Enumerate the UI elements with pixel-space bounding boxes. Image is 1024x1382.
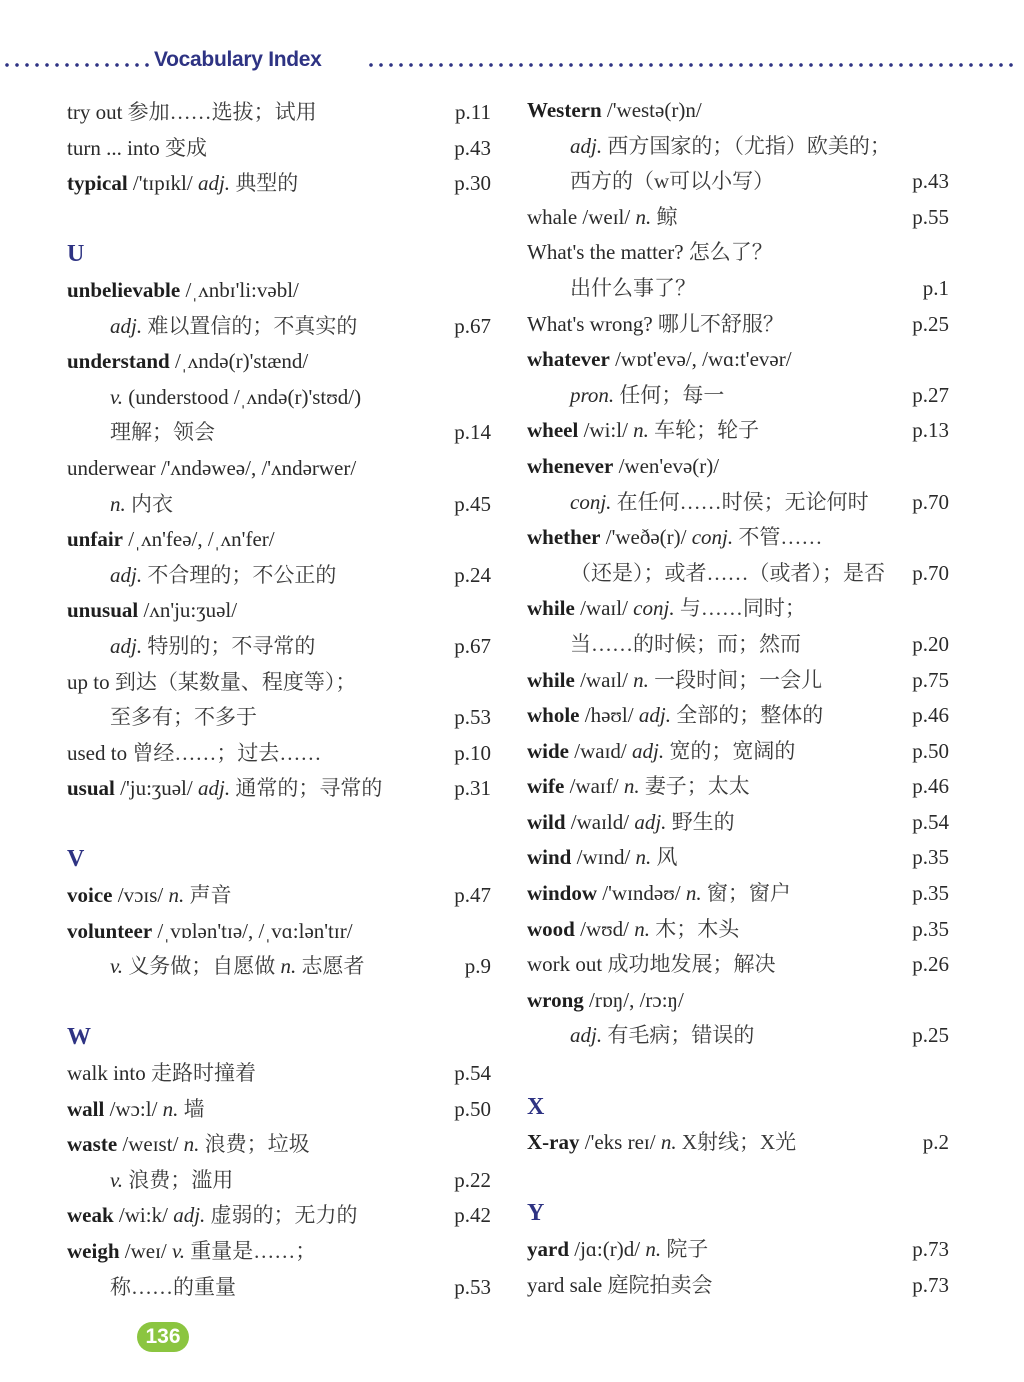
headword: wrong xyxy=(527,987,584,1012)
vocab-entry-line xyxy=(67,951,491,987)
page-header xyxy=(0,48,1024,78)
page-reference: p.70 xyxy=(912,560,949,585)
part-of-speech: n. xyxy=(280,954,297,979)
chinese-gloss: 典型的 xyxy=(230,171,299,196)
headword: voice xyxy=(67,883,113,908)
part-of-speech: n. xyxy=(162,1096,179,1121)
entry-text: /wɔ:l/ xyxy=(104,1096,163,1121)
vocab-entry-line xyxy=(67,275,491,311)
part-of-speech: n. xyxy=(633,667,649,692)
chinese-gloss: 不管…… xyxy=(733,525,823,550)
page-reference: p.13 xyxy=(912,418,949,443)
chinese-gloss: 院子 xyxy=(661,1237,709,1261)
part-of-speech: conj. xyxy=(570,489,612,514)
part-of-speech: n. xyxy=(623,774,640,799)
vocab-entry-line xyxy=(527,629,949,665)
page-reference: p.53 xyxy=(454,1274,491,1299)
chinese-gloss: 称……的重量 xyxy=(110,1274,236,1299)
part-of-speech: adj. xyxy=(638,703,671,728)
page-reference: p.31 xyxy=(454,776,491,801)
vocab-entry-line xyxy=(527,842,949,878)
blank-line xyxy=(67,809,491,845)
part-of-speech: adj. xyxy=(632,738,665,763)
chinese-gloss: 特别的；不寻常的 xyxy=(142,633,316,658)
vocab-entry-line xyxy=(527,1127,949,1163)
vocab-entry-line xyxy=(527,949,949,985)
entry-text: /'wɪndəʊ/ xyxy=(597,881,686,906)
part-of-speech: adj. xyxy=(570,133,603,158)
vocab-entry-line xyxy=(527,593,949,629)
vocab-entry-line xyxy=(67,524,491,560)
blank-line xyxy=(527,1056,949,1092)
headword: volunteer xyxy=(67,918,153,943)
page-reference: p.46 xyxy=(912,774,949,799)
section-letter: X xyxy=(527,1093,545,1120)
chinese-gloss: 浪费；垃圾 xyxy=(199,1132,310,1157)
headword: whenever xyxy=(527,453,614,478)
page-reference: p.47 xyxy=(454,883,491,908)
headword: weak xyxy=(67,1203,114,1228)
dotted-rule-left xyxy=(2,62,152,68)
chinese-gloss: 出什么事了？ xyxy=(570,275,696,300)
headword: understand xyxy=(67,349,170,374)
headword: weigh xyxy=(67,1239,120,1263)
chinese-gloss: 当……的时候；而；然而 xyxy=(570,631,801,656)
headword: typical xyxy=(67,171,128,196)
page-reference: p.14 xyxy=(454,420,491,445)
vocab-entry-line xyxy=(67,631,491,667)
section-letter: U xyxy=(67,241,85,268)
vocab-entry-line xyxy=(527,487,949,523)
entry-text: /weɪst/ xyxy=(117,1132,184,1157)
vocab-entry-line xyxy=(527,985,949,1021)
page-reference: p.70 xyxy=(912,489,949,514)
chinese-gloss: 窗；窗户 xyxy=(701,881,791,906)
chinese-gloss: 全部的；整体的 xyxy=(670,703,824,728)
chinese-gloss: 风 xyxy=(651,845,678,870)
chinese-gloss: 曾经……；过去…… xyxy=(132,740,322,765)
entry-text: /rɒŋ/, /rɔ:ŋ/ xyxy=(583,987,684,1012)
page-reference: p.50 xyxy=(912,738,949,763)
page-reference: p.25 xyxy=(912,1023,949,1048)
vocab-entry-line xyxy=(527,451,949,487)
chinese-gloss: 野生的 xyxy=(666,809,735,834)
chinese-gloss: 车轮；轮子 xyxy=(648,418,760,443)
vocab-entry-line xyxy=(527,878,949,914)
entry-text: turn ... into xyxy=(67,135,165,160)
page-reference: p.1 xyxy=(922,275,949,300)
vocab-entry-line xyxy=(67,1129,491,1165)
headword: while xyxy=(527,667,575,692)
page-reference: p.50 xyxy=(454,1096,491,1121)
letter-heading xyxy=(67,239,491,275)
vocab-entry-line xyxy=(527,95,949,131)
entry-text: work out xyxy=(527,952,608,977)
entry-text: up to xyxy=(67,669,115,694)
chinese-gloss: 内衣 xyxy=(125,491,173,516)
chinese-gloss: 庭院拍卖会 xyxy=(607,1272,713,1297)
part-of-speech: n. xyxy=(660,1130,677,1155)
vocab-entry-line xyxy=(527,771,949,807)
part-of-speech: n. xyxy=(183,1132,200,1157)
chinese-gloss: 在任何……时侯；无论何时 xyxy=(611,489,869,514)
vocab-entry-line xyxy=(67,453,491,489)
page-reference: p.9 xyxy=(464,954,491,979)
part-of-speech: conj. xyxy=(633,596,675,621)
page-reference: p.67 xyxy=(454,313,491,338)
page-reference: p.30 xyxy=(454,171,491,196)
vocab-entry-line xyxy=(67,168,491,204)
page-reference: p.35 xyxy=(912,916,949,941)
headword: X-ray xyxy=(527,1130,580,1155)
part-of-speech: v. xyxy=(110,954,124,979)
chinese-gloss: 任何；每一 xyxy=(614,382,725,407)
vocab-entry-line xyxy=(67,1272,491,1308)
headword: whole xyxy=(527,703,580,728)
vocab-entry-line xyxy=(67,133,491,169)
headword: whether xyxy=(527,525,601,550)
page-reference: p.43 xyxy=(454,135,491,160)
vocabulary-column-left xyxy=(67,97,491,1307)
vocabulary-column-right xyxy=(527,95,949,1305)
vocab-entry-line xyxy=(67,595,491,631)
entry-text: /jɑ:(r)d/ xyxy=(569,1237,646,1261)
part-of-speech: adj. xyxy=(110,562,143,587)
vocab-entry-line xyxy=(527,736,949,772)
headword: unusual xyxy=(67,598,139,623)
headword: while xyxy=(527,596,575,621)
section-letter: Y xyxy=(527,1200,545,1227)
page-reference: p.67 xyxy=(454,633,491,658)
vocab-entry-line xyxy=(67,702,491,738)
page-reference: p.10 xyxy=(454,740,491,765)
vocab-entry-line xyxy=(527,202,949,238)
vocab-entry-line xyxy=(527,700,949,736)
vocab-entry-line xyxy=(527,237,949,273)
chinese-gloss: X射线；X光 xyxy=(676,1130,797,1155)
part-of-speech: adj. xyxy=(197,171,231,196)
vocab-entry-line xyxy=(67,346,491,382)
vocab-entry-line xyxy=(527,522,949,558)
entry-text: /wi:k/ xyxy=(113,1203,174,1228)
part-of-speech: adj. xyxy=(570,1023,603,1048)
vocab-entry-line xyxy=(67,1094,491,1130)
page-reference: p.54 xyxy=(454,1061,491,1086)
part-of-speech: adj. xyxy=(634,809,667,834)
chinese-gloss: 不合理的；不公正的 xyxy=(142,562,337,587)
page-reference: p.27 xyxy=(912,382,949,407)
letter-heading xyxy=(67,1022,491,1058)
page-reference: p.54 xyxy=(912,809,949,834)
entry-text: /həʊl/ xyxy=(579,703,639,728)
chinese-gloss: 浪费；滥用 xyxy=(123,1167,234,1192)
entry-text: /waɪl/ xyxy=(574,667,634,692)
headword: waste xyxy=(67,1132,118,1157)
page-reference: p.42 xyxy=(454,1203,491,1228)
part-of-speech: n. xyxy=(634,916,650,941)
vocab-entry-line xyxy=(527,665,949,701)
headword: window xyxy=(527,881,598,906)
entry-text: /ʌn'ju:ʒuəl/ xyxy=(138,598,238,623)
page-reference: p.26 xyxy=(912,952,949,977)
part-of-speech: conj. xyxy=(691,525,734,550)
headword: wife xyxy=(527,774,565,799)
headword: unfair xyxy=(67,527,124,552)
vocab-entry-line xyxy=(527,415,949,451)
entry-text: /'westə(r)n/ xyxy=(601,98,702,122)
part-of-speech: n. xyxy=(635,845,652,870)
part-of-speech: adj. xyxy=(110,633,143,658)
part-of-speech: adj. xyxy=(173,1203,206,1228)
headword: usual xyxy=(67,776,115,801)
entry-text: walk into xyxy=(67,1061,151,1086)
entry-text: /vɔɪs/ xyxy=(112,883,169,908)
vocab-entry-line xyxy=(67,738,491,774)
chinese-gloss: 重量是……； xyxy=(185,1239,317,1263)
headword: wind xyxy=(527,845,572,870)
vocab-entry-line xyxy=(67,773,491,809)
vocab-entry-line xyxy=(527,380,949,416)
chinese-gloss: 虚弱的；无力的 xyxy=(205,1203,358,1228)
entry-text: /'tɪpɪkl/ xyxy=(127,171,198,196)
vocab-entry-line xyxy=(67,1165,491,1201)
vocab-entry-line xyxy=(527,273,949,309)
part-of-speech: pron. xyxy=(570,382,615,407)
letter-heading xyxy=(527,1198,949,1234)
entry-text: /wɒt'evə/, /wɑ:t'evər/ xyxy=(609,347,792,372)
blank-line xyxy=(67,204,491,240)
chinese-gloss: 变成 xyxy=(165,135,207,160)
entry-text: /ˌʌndə(r)'stænd/ xyxy=(169,349,309,374)
page-reference: p.35 xyxy=(912,845,949,870)
page-reference: p.73 xyxy=(912,1272,949,1297)
chinese-gloss: 妻子；太太 xyxy=(639,774,750,799)
entry-text: /wʊd/ xyxy=(574,916,635,941)
section-letter: V xyxy=(67,846,85,873)
page-reference: p.35 xyxy=(912,881,949,906)
headword: wide xyxy=(527,738,569,763)
part-of-speech: n. xyxy=(168,883,185,908)
headword: unbelievable xyxy=(67,277,181,302)
part-of-speech: n. xyxy=(685,881,702,906)
entry-text: /wen'evə(r)/ xyxy=(613,453,720,478)
letter-heading xyxy=(67,844,491,880)
part-of-speech: n. xyxy=(635,204,652,229)
part-of-speech: adj. xyxy=(197,776,231,801)
chinese-gloss: 怎么了？ xyxy=(688,240,773,265)
page-title: Vocabulary Index xyxy=(154,48,322,71)
entry-text: whale /weɪl/ xyxy=(527,204,636,229)
headword: wheel xyxy=(527,418,579,443)
page-reference: p.24 xyxy=(454,562,491,587)
entry-text: /'eks reɪ/ xyxy=(579,1130,661,1155)
chinese-gloss: 义务做；自愿做 xyxy=(123,954,281,979)
vocab-entry-line xyxy=(67,880,491,916)
entry-text: /'ju:ʒuəl/ xyxy=(114,776,198,801)
chinese-gloss: 成功地发展；解决 xyxy=(607,952,776,977)
chinese-gloss: 通常的；寻常的 xyxy=(230,776,383,801)
page-reference: p.2 xyxy=(922,1130,949,1155)
headword: yard xyxy=(527,1237,569,1261)
entry-text: used to xyxy=(67,740,133,765)
vocab-entry-line xyxy=(67,489,491,525)
chinese-gloss: （还是）；或者……（或者）；是否 xyxy=(570,560,885,585)
entry-text: /ˌʌn'feə/, /ˌʌn'fer/ xyxy=(123,527,275,552)
chinese-gloss: 难以置信的；不真实的 xyxy=(142,313,358,338)
vocab-entry-line xyxy=(67,916,491,952)
entry-text: (understood /ˌʌndə(r)'stʊd/) xyxy=(123,384,362,409)
vocab-entry-line xyxy=(67,311,491,347)
page-reference: p.46 xyxy=(912,703,949,728)
chinese-gloss: 与……同时； xyxy=(674,596,806,621)
vocab-entry-line xyxy=(527,558,949,594)
part-of-speech: n. xyxy=(110,491,126,516)
chinese-gloss: 哪儿不舒服？ xyxy=(657,311,784,336)
entry-text: /waɪf/ xyxy=(564,774,624,799)
section-letter: W xyxy=(67,1024,91,1051)
headword: Western xyxy=(527,98,602,122)
entry-text: yard sale xyxy=(527,1272,608,1297)
page-reference: p.22 xyxy=(454,1167,491,1192)
vocab-entry-line xyxy=(527,131,949,167)
entry-text: What's wrong? xyxy=(527,311,658,336)
vocab-entry-line xyxy=(67,1058,491,1094)
page-reference: p.25 xyxy=(912,311,949,336)
chinese-gloss: 有毛病；错误的 xyxy=(602,1023,755,1048)
entry-text: /weɪ/ xyxy=(119,1239,172,1263)
part-of-speech: n. xyxy=(645,1237,662,1261)
chinese-gloss: 宽的；宽阔的 xyxy=(664,738,796,763)
vocab-entry-line xyxy=(527,1020,949,1056)
entry-text: /waɪl/ xyxy=(574,596,634,621)
entry-text: underwear /'ʌndəweə/, /'ʌndərwer/ xyxy=(67,455,357,480)
page-reference: p.11 xyxy=(455,100,491,124)
chinese-gloss: 西方国家的；（尤指）欧美的； xyxy=(602,133,891,158)
entry-text: try out xyxy=(67,100,128,124)
blank-line xyxy=(67,987,491,1023)
headword: wood xyxy=(527,916,575,941)
entry-text: /waɪld/ xyxy=(565,809,635,834)
headword: wild xyxy=(527,809,566,834)
entry-text: /waɪd/ xyxy=(569,738,632,763)
dotted-rule-right xyxy=(366,62,1018,68)
part-of-speech: v. xyxy=(110,1167,124,1192)
part-of-speech: n. xyxy=(633,418,649,443)
chinese-gloss: 参加……选拔；试用 xyxy=(127,100,317,124)
chinese-gloss: 一段时间；一会儿 xyxy=(648,667,823,692)
vocab-entry-line xyxy=(527,807,949,843)
chinese-gloss: 鲸 xyxy=(651,204,678,229)
vocab-entry-line xyxy=(527,166,949,202)
chinese-gloss: 走路时撞着 xyxy=(151,1061,256,1086)
chinese-gloss: 至多有；不多于 xyxy=(110,705,257,730)
vocab-entry-line xyxy=(67,1236,491,1272)
page-number-badge: 136 xyxy=(137,1322,189,1352)
entry-text: /'weðə(r)/ xyxy=(600,525,692,550)
vocab-entry-line xyxy=(527,309,949,345)
vocab-entry-line xyxy=(67,417,491,453)
letter-heading xyxy=(527,1092,949,1128)
page-reference: p.75 xyxy=(912,667,949,692)
part-of-speech: adj. xyxy=(110,313,143,338)
entry-text: /ˌvɒlən'tɪə/, /ˌvɑ:lən'tɪr/ xyxy=(152,918,353,943)
vocab-entry-line xyxy=(67,1200,491,1236)
part-of-speech: v. xyxy=(172,1239,186,1263)
blank-line xyxy=(527,1163,949,1199)
page-reference: p.55 xyxy=(912,204,949,229)
vocab-entry-line xyxy=(67,667,491,703)
part-of-speech: v. xyxy=(110,384,124,409)
entry-text: /wi:l/ xyxy=(578,418,634,443)
vocab-entry-line xyxy=(67,560,491,596)
headword: wall xyxy=(67,1096,105,1121)
entry-text: /wɪnd/ xyxy=(571,845,636,870)
vocab-entry-line xyxy=(527,1234,949,1270)
vocab-entry-line xyxy=(527,914,949,950)
entry-text: What's the matter? xyxy=(527,240,689,265)
vocab-entry-line xyxy=(67,97,491,133)
vocab-entry-line xyxy=(67,382,491,418)
vocab-entry-line xyxy=(527,1270,949,1306)
page-reference: p.45 xyxy=(454,491,491,516)
page-reference: p.20 xyxy=(912,631,949,656)
vocab-entry-line xyxy=(527,344,949,380)
page-reference: p.53 xyxy=(454,705,491,730)
page-reference: p.43 xyxy=(912,169,949,194)
page-reference: p.73 xyxy=(912,1237,949,1261)
chinese-gloss: 志愿者 xyxy=(296,954,365,979)
entry-text: /ˌʌnbɪ'li:vəbl/ xyxy=(180,277,299,302)
chinese-gloss: 声音 xyxy=(184,883,232,908)
headword: whatever xyxy=(527,347,610,372)
chinese-gloss: 理解；领会 xyxy=(110,420,215,445)
chinese-gloss: 木；木头 xyxy=(649,916,740,941)
chinese-gloss: 到达（某数量、程度等）； xyxy=(114,669,357,694)
chinese-gloss: 西方的（w可以小写） xyxy=(570,169,775,194)
chinese-gloss: 墙 xyxy=(178,1096,205,1121)
